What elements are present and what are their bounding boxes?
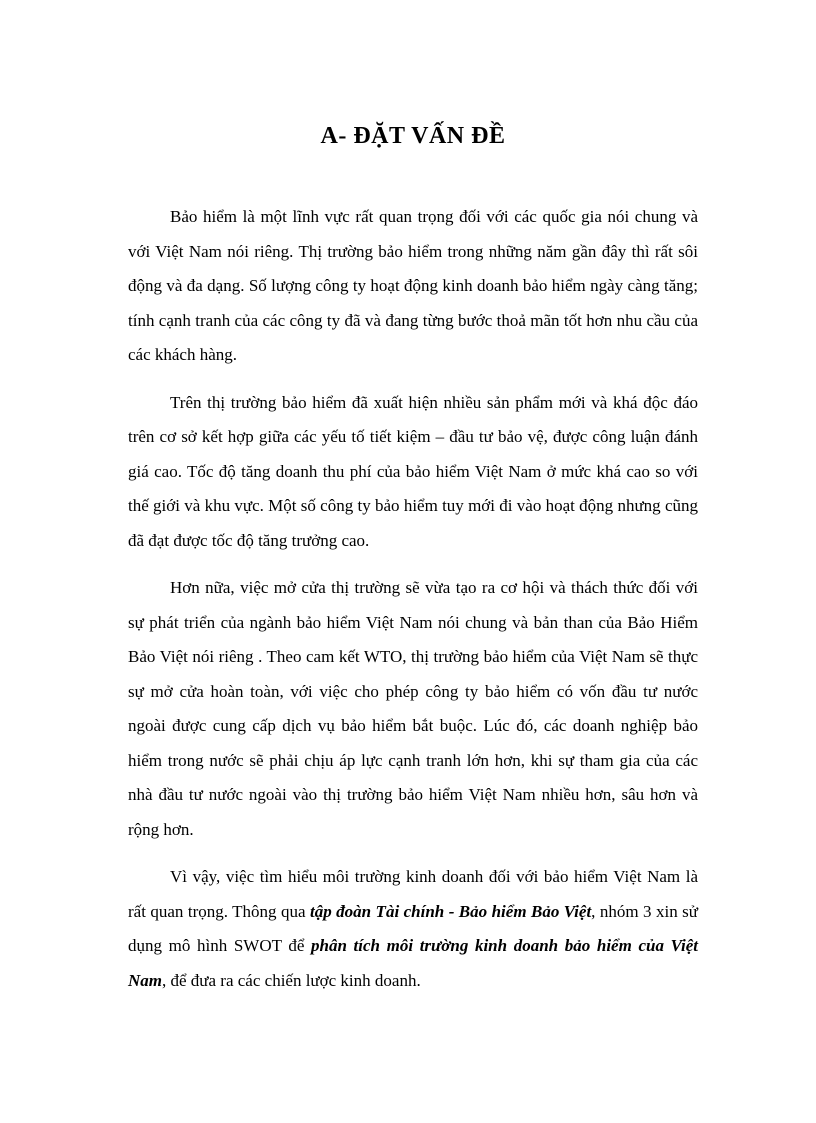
analysis-goal-emphasis: phân tích môi trường kinh doanh bảo hiểm của Việt Nam <box>128 936 698 990</box>
paragraph-market-opening: Hơn nữa, việc mở cửa thị trường sẽ vừa tạo ra cơ hội và thách thức đối với sự phát triển của ngành bảo hiểm Việt Nam nói chung và bản than của Bảo Hiểm Bảo Việt nói riêng . Theo cam kết WTO, thị trường bảo hiểm của Việt Nam sẽ thực sự mở cửa hoàn toàn, với việc cho phép công ty bảo hiểm có vốn đầu tư nước ngoài được cung cấp dịch vụ bảo hiểm bắt buộc. Lúc đó, các doanh nghiệp bảo hiểm trong nước sẽ phải chịu áp lực cạnh tranh lớn hơn, khi sự tham gia của các nhà đầu tư nước ngoài vào thị trường bảo hiểm Việt Nam nhiều hơn, sâu hơn và rộng hơn. <box>128 578 698 839</box>
swot-closing-text: , để đưa ra các chiến lược kinh doanh. <box>162 970 421 990</box>
paragraph-insurance-overview: Bảo hiểm là một lĩnh vực rất quan trọng đối với các quốc gia nói chung và với Việt Nam nói riêng. Thị trường bảo hiểm trong những năm gần đây thì rất sôi động và đa dạng. Số lượng công ty hoạt động kinh doanh bảo hiểm ngày càng tăng; tính cạnh tranh của các công ty đã và đang từng bước thoả mãn tốt hơn nhu cầu của các khách hàng. <box>128 207 698 364</box>
paragraph-new-products: Trên thị trường bảo hiểm đã xuất hiện nhiều sản phẩm mới và khá độc đáo trên cơ sở kết hợp giữa các yếu tố tiết kiệm – đầu tư bảo vệ, được công luận đánh giá cao. Tốc độ tăng doanh thu phí của bảo hiểm Việt Nam ở mức khá cao so với thế giới và khu vực. Một số công ty bảo hiểm tuy mới đi vào hoạt động nhưng cũng đã đạt được tốc độ tăng trưởng cao. <box>128 392 698 550</box>
baoviet-group-emphasis: tập đoàn Tài chính - Bảo hiểm Bảo Việt <box>309 901 592 921</box>
paragraph-swot-purpose <box>128 860 698 998</box>
page-title: A- ĐẶT VẤN ĐỀ <box>320 123 506 149</box>
swot-method-text: , nhóm 3 xin sử dụng mô hình SWOT để <box>128 901 698 955</box>
swot-intro-text: Vì vậy, việc tìm hiểu môi trường kinh doanh đối với bảo hiểm Việt Nam là rất quan trọng. Thông qua <box>128 867 698 921</box>
